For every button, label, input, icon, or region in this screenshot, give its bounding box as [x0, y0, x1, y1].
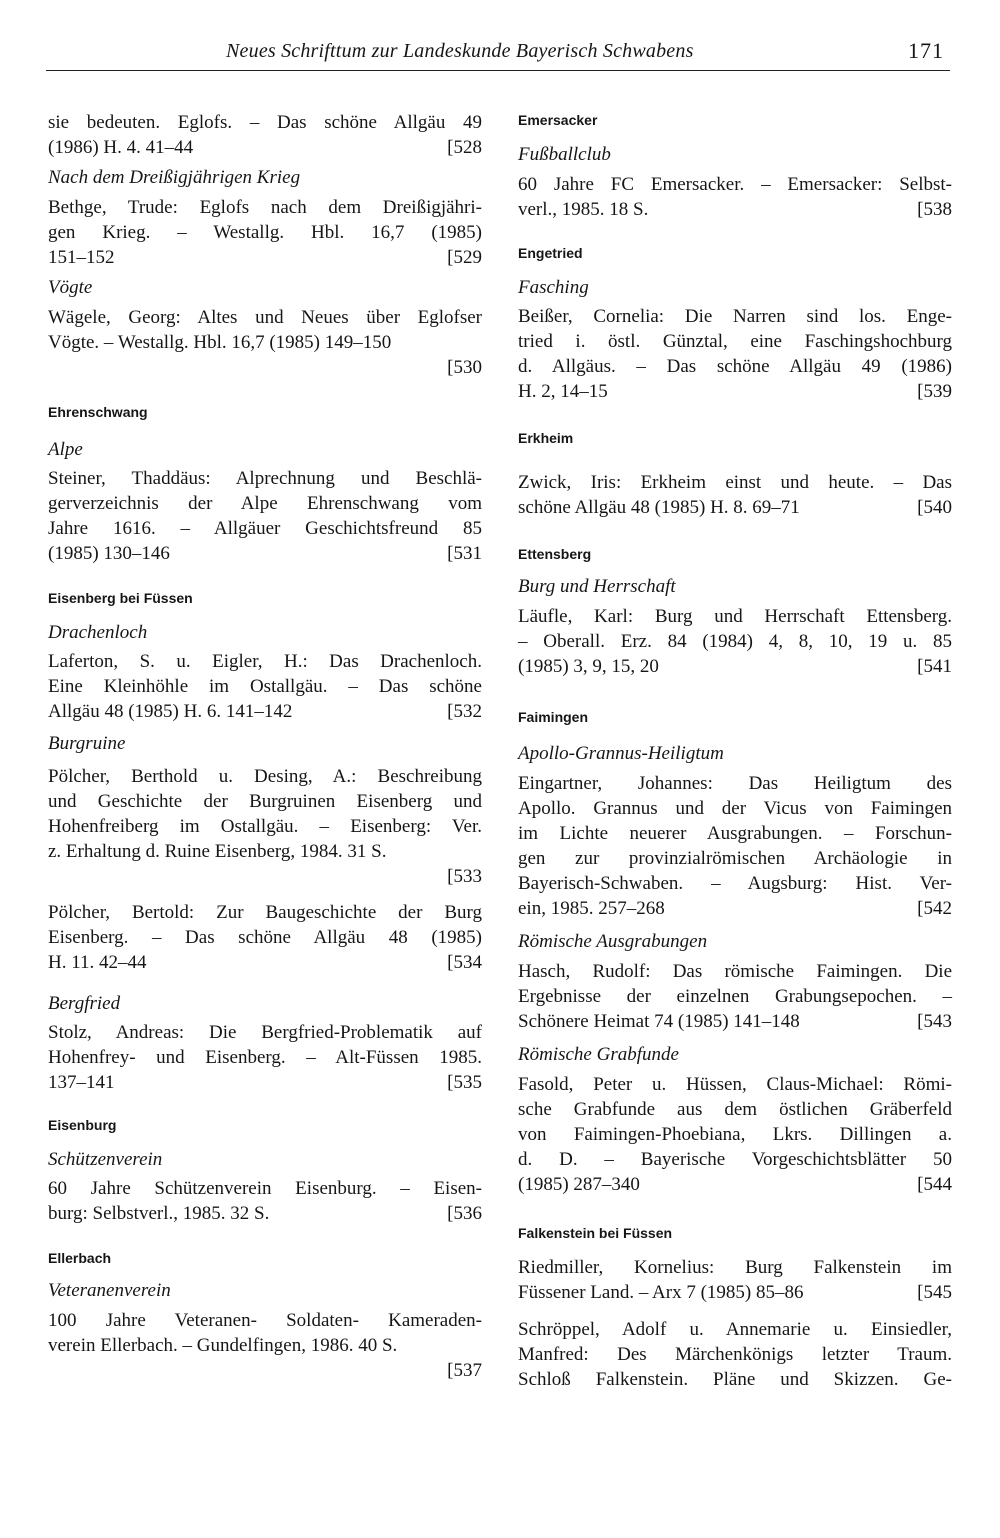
entry-line: gen zur provinzialrömischen Archäologie in	[518, 848, 952, 869]
entry-number: [535	[447, 1072, 482, 1093]
place-heading: Emersacker	[518, 112, 598, 128]
topic-heading: Burg und Herrschaft	[518, 576, 676, 597]
place-heading: Ettensberg	[518, 546, 592, 562]
page-number: 171	[908, 38, 944, 63]
bib-entry-532	[48, 649, 482, 724]
running-title: Neues Schrifttum zur Landeskunde Bayerisch Schwabens	[226, 40, 694, 62]
entry-line: verein Ellerbach. – Gundelfingen, 1986. 40 S.	[48, 1335, 398, 1356]
bib-entry-545	[518, 1255, 952, 1305]
place-heading: Faimingen	[518, 709, 589, 725]
entry-line: (1985) 130–146 [531	[48, 543, 482, 564]
entry-line: d. D. – Bayerische Vorgeschichtsblätter 50	[518, 1149, 952, 1170]
entry-line: Jahre 1616. – Allgäuer Geschichtsfreund 85	[48, 518, 482, 539]
entry-line: d. Allgäus. – Das schöne Allgäu 49 (1986)	[518, 356, 952, 377]
entry-line: (1985) 287–340 [544	[518, 1174, 952, 1195]
topic-heading: Veteranenverein	[48, 1280, 171, 1301]
bib-entry-536	[48, 1176, 482, 1226]
topic-heading: Alpe	[48, 439, 83, 460]
bib-entry-546	[518, 1317, 952, 1392]
entry-line: 151–152 [529	[48, 247, 482, 268]
bib-entry-533	[48, 764, 482, 889]
entry-line: Zwick, Iris: Erkheim einst und heute. – Das	[518, 472, 952, 493]
entry-line: Eingartner, Johannes: Das Heiligtum des	[518, 773, 952, 794]
entry-number: [544	[917, 1174, 952, 1195]
bib-entry-537	[48, 1308, 482, 1383]
entry-line: Stolz, Andreas: Die Bergfried-Problematik auf	[48, 1022, 482, 1043]
bib-entry-542	[518, 771, 952, 921]
entry-line: im Lichte neuerer Ausgrabungen. – Forschun-	[518, 823, 952, 844]
entry-line: Schloß Falkenstein. Pläne und Skizzen. Ge-	[518, 1369, 952, 1390]
entry-number: [538	[917, 199, 952, 220]
entry-line: Fasold, Peter u. Hüssen, Claus-Michael: Römi-	[518, 1074, 952, 1095]
place-heading: Ellerbach	[48, 1250, 112, 1266]
bib-entry-538	[518, 172, 952, 222]
entry-line: Hasch, Rudolf: Das römische Faimingen. Die	[518, 961, 952, 982]
bib-entry-540	[518, 470, 952, 520]
bib-entry-534	[48, 900, 482, 975]
entry-line: Beißer, Cornelia: Die Narren sind los. Enge-	[518, 306, 952, 327]
entry-line: 100 Jahre Veteranen- Soldaten- Kameraden-	[48, 1310, 482, 1331]
bib-entry-535	[48, 1020, 482, 1095]
entry-line: (1986) H. 4. 41–44 [528	[48, 137, 482, 158]
entry-line: – Oberall. Erz. 84 (1984) 4, 8, 10, 19 u. 85	[518, 631, 952, 652]
entry-line: Hohenfreiberg im Ostallgäu. – Eisenberg: Ver.	[48, 816, 482, 837]
bib-entry-530	[48, 305, 482, 380]
entry-line: Laferton, S. u. Eigler, H.: Das Drachenloch.	[48, 651, 482, 672]
entry-line: gen Krieg. – Westallg. Hbl. 16,7 (1985)	[48, 222, 482, 243]
entry-line: Allgäu 48 (1985) H. 6. 141–142 [532	[48, 701, 482, 722]
place-heading: Ehrenschwang	[48, 404, 148, 420]
entry-line: H. 11. 42–44 [534	[48, 952, 482, 973]
topic-heading: Römische Grabfunde	[518, 1044, 679, 1065]
entry-line: Pölcher, Berthold u. Desing, A.: Beschreibung	[48, 766, 482, 787]
place-heading: Eisenburg	[48, 1117, 117, 1133]
entry-line: Eisenberg. – Das schöne Allgäu 48 (1985)	[48, 927, 482, 948]
running-header	[46, 36, 950, 71]
entry-line: burg: Selbstverl., 1985. 32 S. [536	[48, 1203, 482, 1224]
entry-line: 137–141 [535	[48, 1072, 482, 1093]
left-column	[48, 110, 482, 1383]
topic-heading: Fußballclub	[518, 144, 611, 165]
entry-line: Schröppel, Adolf u. Annemarie u. Einsiedler,	[518, 1319, 952, 1340]
entry-line: ein, 1985. 257–268 [542	[518, 898, 952, 919]
entry-line: Hohenfrey- und Eisenberg. – Alt-Füssen 1985.	[48, 1047, 482, 1068]
entry-line: Ergebnisse der einzelnen Grabungsepochen. –	[518, 986, 952, 1007]
topic-heading: Burgruine	[48, 733, 126, 754]
entry-line: Apollo. Grannus und der Vicus von Faimingen	[518, 798, 952, 819]
entry-number: [534	[447, 952, 482, 973]
entry-line: 60 Jahre FC Emersacker. – Emersacker: Selbst-	[518, 174, 952, 195]
topic-heading: Nach dem Dreißigjährigen Krieg	[48, 167, 301, 188]
entry-line: Manfred: Des Märchenkönigs letzter Traum.	[518, 1344, 952, 1365]
entry-line: von Faimingen-Phoebiana, Lkrs. Dillingen a.	[518, 1124, 952, 1145]
entry-number: [530	[447, 357, 482, 378]
topic-heading: Fasching	[518, 277, 589, 298]
bib-entry-539	[518, 304, 952, 404]
topic-heading: Bergfried	[48, 993, 121, 1014]
entry-line: Eine Kleinhöhle im Ostallgäu. – Das schöne	[48, 676, 482, 697]
entry-line: gerverzeichnis der Alpe Ehrenschwang vom	[48, 493, 482, 514]
topic-heading: Römische Ausgrabungen	[518, 931, 708, 952]
bib-entry-528	[48, 110, 482, 160]
entry-line: Schönere Heimat 74 (1985) 141–148 [543	[518, 1011, 952, 1032]
entry-line: schöne Allgäu 48 (1985) H. 8. 69–71 [540	[518, 497, 952, 518]
bib-entry-531	[48, 466, 482, 566]
place-heading: Eisenberg bei Füssen	[48, 590, 193, 606]
entry-number: [532	[447, 701, 482, 722]
entry-number: [529	[447, 247, 482, 268]
entry-line: Steiner, Thaddäus: Alprechnung und Beschlä-	[48, 468, 482, 489]
right-column	[518, 110, 952, 1392]
entry-line: z. Erhaltung d. Ruine Eisenberg, 1984. 31 S.	[48, 841, 387, 862]
entry-line: Wägele, Georg: Altes und Neues über Eglofser	[48, 307, 482, 328]
entry-line: verl., 1985. 18 S. [538	[518, 199, 952, 220]
bib-entry-543	[518, 959, 952, 1034]
entry-number: [536	[447, 1203, 482, 1224]
bib-entry-541	[518, 604, 952, 679]
entry-line: sche Grabfunde aus dem östlichen Gräberfeld	[518, 1099, 952, 1120]
entry-number: [545	[917, 1282, 952, 1303]
entry-line: Vögte. – Westallg. Hbl. 16,7 (1985) 149–150	[48, 332, 392, 353]
entry-line: Füssener Land. – Arx 7 (1985) 85–86 [545	[518, 1282, 952, 1303]
place-heading: Erkheim	[518, 430, 574, 446]
entry-line: Riedmiller, Kornelius: Burg Falkenstein im	[518, 1257, 952, 1278]
place-heading: Falkenstein bei Füssen	[518, 1225, 673, 1241]
entry-number: [531	[447, 543, 482, 564]
entry-line: Bethge, Trude: Eglofs nach dem Dreißigjähri-	[48, 197, 482, 218]
bib-entry-529	[48, 195, 482, 270]
entry-line: Bayerisch-Schwaben. – Augsburg: Hist. Ver-	[518, 873, 952, 894]
entry-number: [543	[917, 1011, 952, 1032]
entry-number: [542	[917, 898, 952, 919]
topic-heading: Drachenloch	[48, 622, 148, 643]
entry-line: 60 Jahre Schützenverein Eisenburg. – Eisen-	[48, 1178, 482, 1199]
entry-line: Pölcher, Bertold: Zur Baugeschichte der Burg	[48, 902, 482, 923]
topic-heading: Vögte	[48, 277, 93, 298]
entry-number: [541	[917, 656, 952, 677]
entry-line: und Geschichte der Burgruinen Eisenberg und	[48, 791, 482, 812]
entry-number: [539	[917, 381, 952, 402]
entry-line: H. 2, 14–15 [539	[518, 381, 952, 402]
entry-line: sie bedeuten. Eglofs. – Das schöne Allgäu 49	[48, 112, 482, 133]
entry-number: [537	[447, 1360, 482, 1381]
entry-number: [528	[447, 137, 482, 158]
entry-number: [533	[447, 866, 482, 887]
entry-line: (1985) 3, 9, 15, 20 [541	[518, 656, 952, 677]
place-heading: Engetried	[518, 245, 583, 261]
topic-heading: Apollo-Grannus-Heiligtum	[518, 743, 724, 764]
entry-number: [540	[917, 497, 952, 518]
bib-entry-544	[518, 1072, 952, 1197]
entry-line: tried i. östl. Günztal, eine Faschingshochburg	[518, 331, 952, 352]
entry-line: Läufle, Karl: Burg und Herrschaft Ettensberg.	[518, 606, 952, 627]
topic-heading: Schützenverein	[48, 1149, 163, 1170]
